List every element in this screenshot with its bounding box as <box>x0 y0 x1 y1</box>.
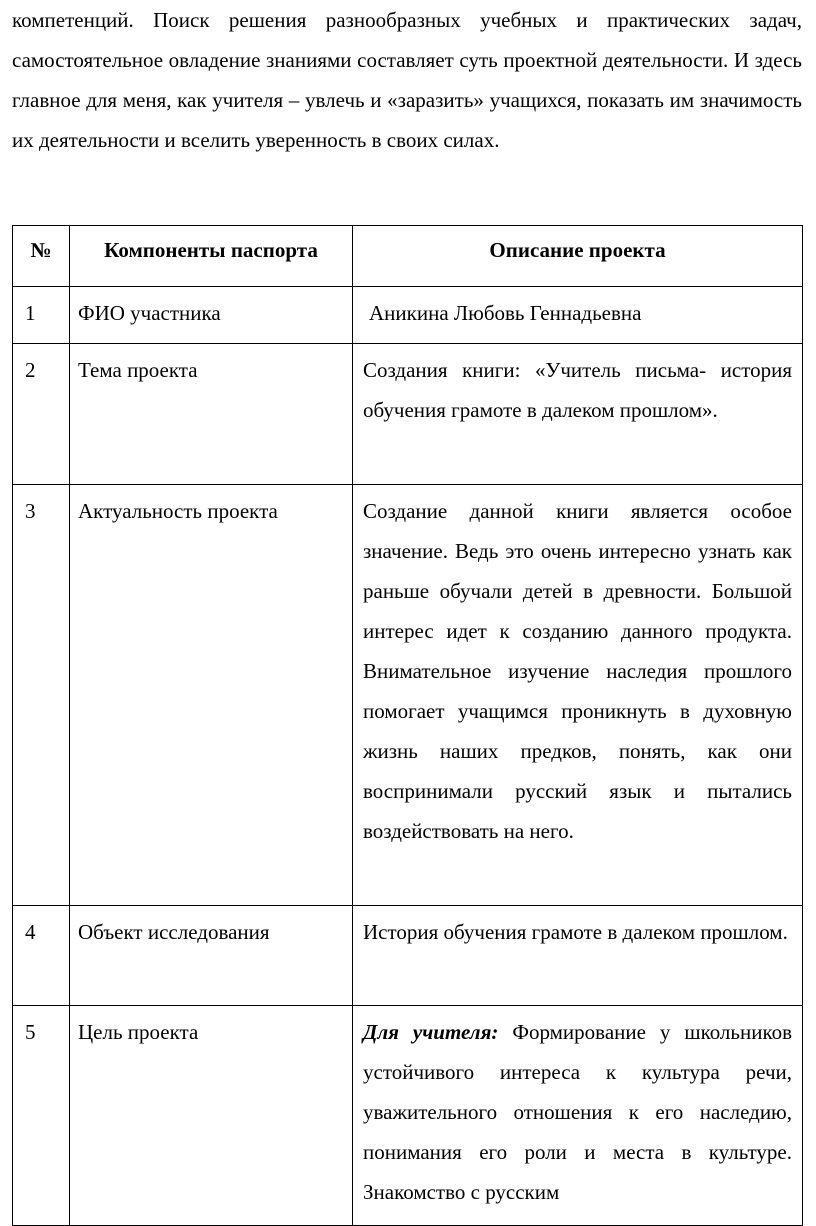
header-num: № <box>13 226 70 287</box>
row-description: Создание данной книги является особое значение. Ведь это очень интересно узнать как раньше обучали детей в древности. Большой интерес идет к созданию данного продукта. Внимательное изучение наследия прошлого помогает учащимся проникнуть в духовную жизнь наших предков, понять, как они воспринимали русский язык и пытались воздействовать на него. <box>353 485 803 906</box>
row-num: 5 <box>13 1006 70 1226</box>
row-description <box>353 1006 803 1226</box>
intro-paragraph <box>12 0 802 160</box>
row-num: 2 <box>13 344 70 485</box>
intro-text: компетенций. Поиск решения разнообразных учебных и практических задач, самостоятельное овладение знаниями составляет суть проектной деятельности. И здесь главное для меня, как учителя – увлечь и «заразить» учащихся, показать им значимость их деятельности и вселить уверенность в своих силах. <box>12 8 802 152</box>
table-header-row <box>13 226 803 287</box>
row-component: Цель проекта <box>70 1006 353 1226</box>
goal-description <box>353 1006 802 1220</box>
row-description: История обучения грамоте в далеком прошлом. <box>353 906 803 1006</box>
table-row <box>13 1006 803 1226</box>
table-row <box>13 287 803 344</box>
row-num: 3 <box>13 485 70 906</box>
row-description: Создания книги: «Учитель письма- история обучения грамоте в далеком прошлом». <box>353 344 803 485</box>
goal-text: Формирование у школьников устойчивого интереса к культура речи, уважительного отношения к его наследию, понимания его роли и места в культуре. Знакомство с русским <box>363 1020 793 1204</box>
row-component: Объект исследования <box>70 906 353 1006</box>
teacher-label: Для учителя: <box>363 1020 499 1044</box>
row-num: 4 <box>13 906 70 1006</box>
project-passport-table <box>12 225 803 1226</box>
row-component: ФИО участника <box>70 287 353 344</box>
table-row <box>13 485 803 906</box>
header-component: Компоненты паспорта <box>70 226 353 287</box>
row-description: Аникина Любовь Геннадьевна <box>353 287 803 344</box>
table-row <box>13 906 803 1006</box>
table-row <box>13 344 803 485</box>
header-description: Описание проекта <box>353 226 803 287</box>
row-component: Актуальность проекта <box>70 485 353 906</box>
row-num: 1 <box>13 287 70 344</box>
row-component: Тема проекта <box>70 344 353 485</box>
